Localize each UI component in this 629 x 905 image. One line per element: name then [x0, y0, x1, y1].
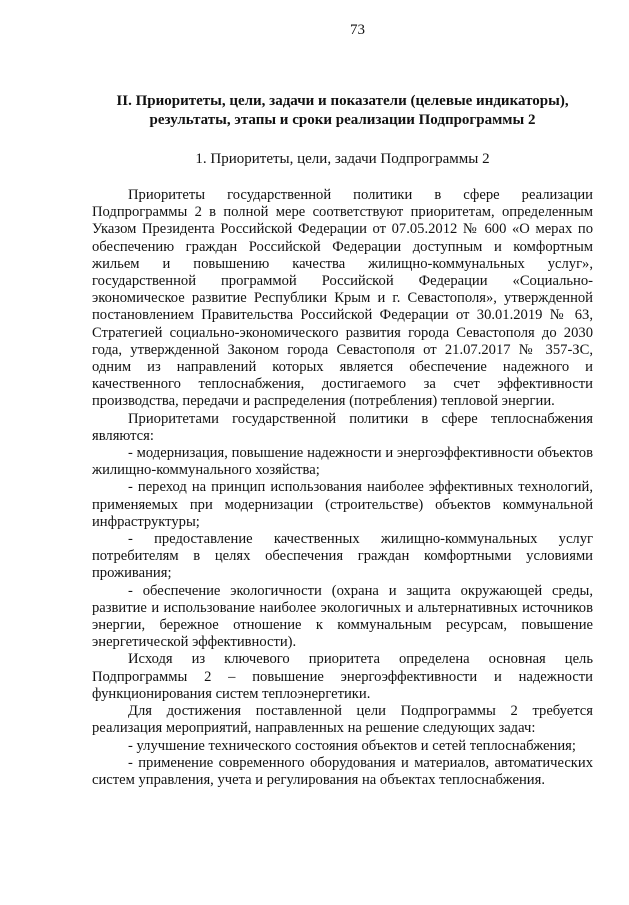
- section-heading-line-2: результаты, этапы и сроки реализации Подпрограммы 2: [149, 112, 536, 128]
- list-item-modernization: - модернизация, повышение надежности и энергоэффективности объектов жилищно-коммунального хозяйства;: [92, 445, 593, 479]
- list-item-services: - предоставление качественных жилищно-коммунальных услуг потребителям в целях обеспечения граждан комфортными условиями проживания;: [92, 531, 593, 582]
- paragraph-priorities: Приоритеты государственной политики в сфере реализации Подпрограммы 2 в полной мере соответствуют приоритетам, определенным Указом Президента Российской Федерации от 07.05.2012 № 600 «О мерах по обеспечению граждан Российской Федерации доступным и комфортным жильем и повышению качества жилищно-коммунальных услуг», государственной программой Российской Федерации «Социально-экономическое развитие Республики Крым и г. Севастополя», утвержденной постановлением Правительства Российской Федерации от 30.01.2019 № 63, Стратегией социально-экономического развития города Севастополя до 2030 года, утвержденной Законом города Севастополя от 21.07.2017 № 357-ЗС, одним из направлений которых является обеспечение надежного и качественного теплоснабжения, достигаемого за счет эффективности производства, передачи и распределения (потребления) тепловой энергии.: [92, 187, 593, 410]
- section-heading-line-1: II. Приоритеты, цели, задачи и показатели (целевые индикаторы),: [116, 93, 569, 109]
- list-item-equipment: - применение современного оборудования и материалов, автоматических систем управления, учета и регулирования на объектах теплоснабжения.: [92, 754, 593, 788]
- paragraph-tasks-intro: Для достижения поставленной цели Подпрограммы 2 требуется реализация мероприятий, направленных на решение следующих задач:: [92, 703, 593, 737]
- list-item-ecology: - обеспечение экологичности (охрана и защита окружающей среды, развитие и использование наиболее экологичных и альтернативных источников энергии, бережное отношение к коммунальным ресурсам, повышение энергетической эффективности).: [92, 582, 593, 651]
- page-number: 73: [350, 22, 365, 38]
- list-item-technical-state: - улучшение технического состояния объектов и сетей теплоснабжения;: [128, 737, 576, 754]
- body-text: [92, 187, 593, 789]
- paragraph-goal: Исходя из ключевого приоритета определена основная цель Подпрограммы 2 – повышение энергоэффективности и надежности функционирования систем теплоэнергетики.: [92, 651, 593, 702]
- list-item-technologies: - переход на принцип использования наиболее эффективных технологий, применяемых при модернизации (строительстве) объектов коммунальной инфраструктуры;: [92, 479, 593, 530]
- paragraph-priorities-intro: Приоритетами государственной политики в сфере теплоснабжения являются:: [92, 410, 593, 444]
- subsection-heading: 1. Приоритеты, цели, задачи Подпрограммы 2: [195, 151, 490, 167]
- section-heading: [92, 92, 593, 130]
